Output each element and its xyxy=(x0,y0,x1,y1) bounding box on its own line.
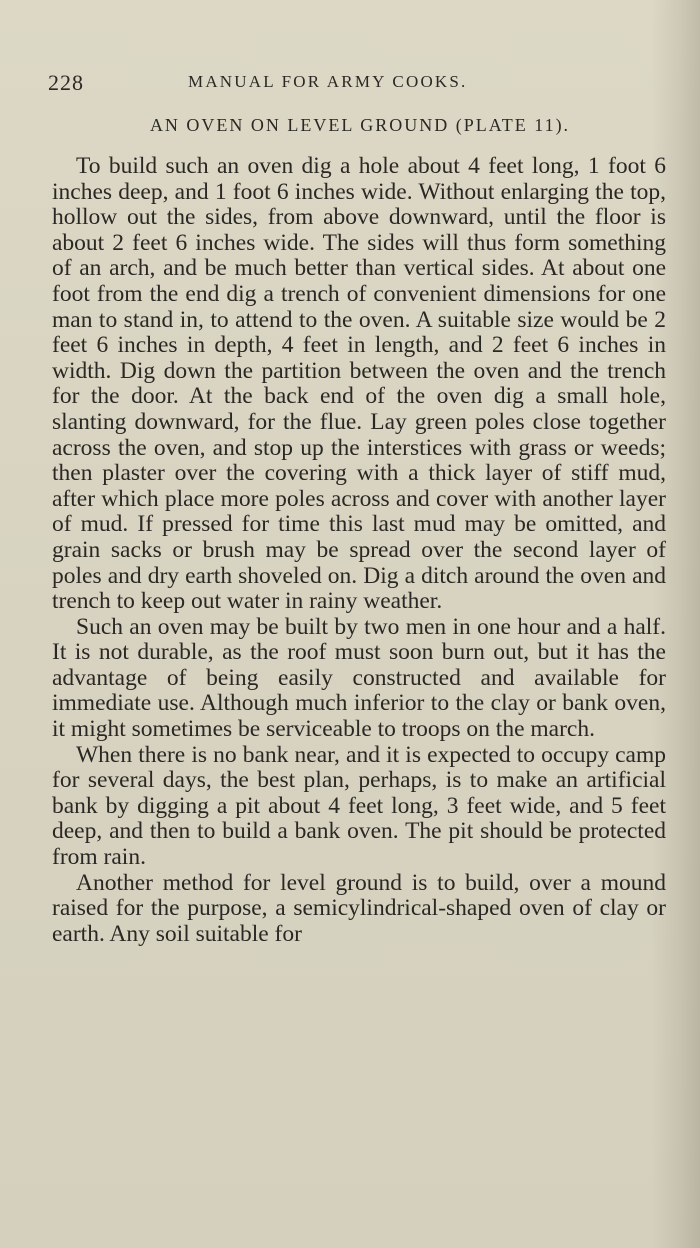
page-number: 228 xyxy=(48,70,84,95)
paragraph-4: Another method for level ground is to build, over a mound raised for the purpose, a semicylindrical-shaped oven of clay or earth. Any soil suitable for xyxy=(52,869,666,947)
running-title: MANUAL FOR ARMY COOKS. xyxy=(188,72,468,91)
paragraph-1: To build such an oven dig a hole about 4 feet long, 1 foot 6 inches deep, and 1 foot 6 inches wide. Without enlarging the top, hollow out the sides, from above downward, until the floor is about 2 feet 6 inches wide. The sides will thus form something of an arch, and be much better than vertical sides. At about one foot from the end dig a trench of convenient dimensions for one man to stand in, to attend to the oven. A suitable size would be 2 feet 6 inches in depth, 4 feet in length, and 2 feet 6 inches in width. Dig down the partition between the oven and the trench for the door. At the back end of the oven dig a small hole, slanting downward, for the flue. Lay green poles close together across the oven, and stop up the interstices with grass or weeds; then plaster over the covering with a thick layer of stiff mud, after which place more poles across and cover with another layer of mud. If pressed for time this last mud may be omitted, and grain sacks or brush may be spread over the second layer of poles and dry earth shoveled on. Dig a ditch around the oven and trench to keep out water in rainy weather. xyxy=(52,153,666,615)
section-title: AN OVEN ON LEVEL GROUND (PLATE 11). xyxy=(149,115,571,135)
paragraph-3: When there is no bank near, and it is expected to occupy camp for several days, the best plan, perhaps, is to make an artificial bank by digging a pit about 4 feet long, 3 feet wide, and 5 feet deep, and then to build a bank oven. The pit should be protected from rain. xyxy=(52,741,666,871)
body-text xyxy=(52,154,666,947)
running-head xyxy=(48,70,668,98)
paragraph-2: Such an oven may be built by two men in one hour and a half. It is not durable, as the roof must soon burn out, but it has the advantage of being easily constructed and available for immediate use. Although much inferior to the clay or bank oven, it might sometimes be serviceable to troops on the march. xyxy=(52,613,666,743)
